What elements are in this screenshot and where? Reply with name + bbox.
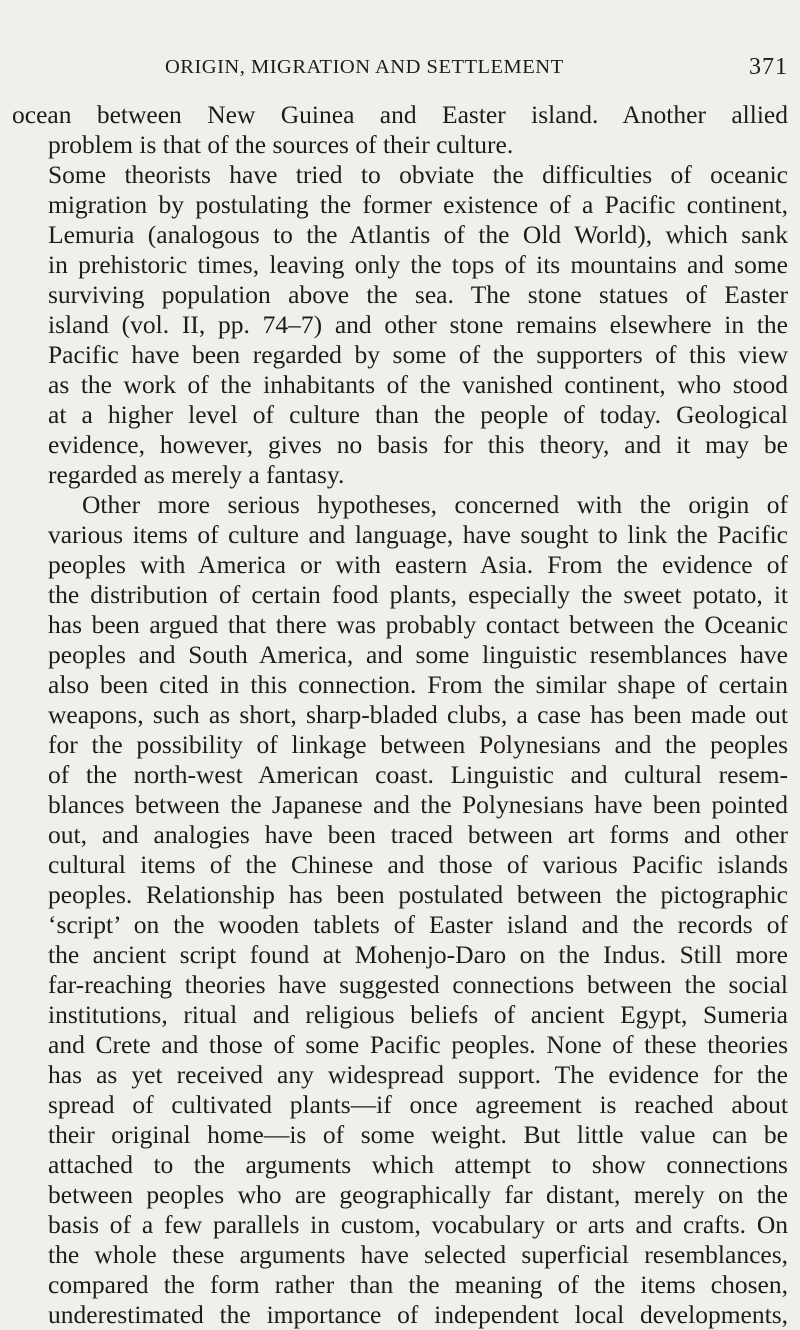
text-line: weapons, such as short, sharp-bladed clubs, a case has been made out [48, 700, 788, 729]
text-line: far-reaching theories have suggested connections between the social [48, 970, 788, 999]
text-line: island (vol. II, pp. 74–7) and other stone remains elsewhere in the [48, 310, 788, 339]
text-line: peoples with America or with eastern Asia. From the evidence of [48, 550, 788, 579]
text-line: also been cited in this connection. From the similar shape of certain [48, 670, 788, 699]
text-line: surviving population above the sea. The stone statues of Easter [48, 280, 788, 309]
text-line: migration by postulating the former existence of a Pacific continent, [48, 190, 788, 219]
text-line: the distribution of certain food plants, especially the sweet potato, it [48, 580, 788, 609]
text-line: of the north-west American coast. Linguistic and cultural resem- [48, 760, 788, 789]
running-title: ORIGIN, MIGRATION AND SETTLEMENT [165, 56, 564, 78]
text-line: in prehistoric times, leaving only the tops of its mountains and some [48, 250, 788, 279]
text-line: has been argued that there was probably contact between the Oceanic [48, 610, 788, 639]
text-line: has as yet received any widespread support. The evidence for the [48, 1060, 788, 1089]
text-line: spread of cultivated plants—if once agreement is reached about [48, 1090, 788, 1119]
text-line: Other more serious hypotheses, concerned with the origin of [82, 490, 788, 519]
text-line: institutions, ritual and religious beliefs of ancient Egypt, Sumeria [48, 1000, 788, 1029]
text-line: various items of culture and language, have sought to link the Pacific [48, 520, 788, 549]
text-line: problem is that of the sources of their culture. [48, 130, 514, 159]
text-line: the whole these arguments have selected superficial resemblances, [48, 1240, 788, 1269]
text-line: cultural items of the Chinese and those of various Pacific islands [48, 850, 788, 879]
text-line: attached to the arguments which attempt to show connections [48, 1150, 788, 1179]
text-line: peoples and South America, and some linguistic resemblances have [48, 640, 788, 669]
text-line: the ancient script found at Mohenjo-Daro on the Indus. Still more [48, 940, 788, 969]
text-line: and Crete and those of some Pacific peoples. None of these theories [48, 1030, 788, 1059]
text-line: ‘script’ on the wooden tablets of Easter island and the records of [48, 910, 788, 939]
text-line: evidence, however, gives no basis for this theory, and it may be [48, 430, 788, 459]
text-line: their original home—is of some weight. But little value can be [48, 1120, 788, 1149]
text-line: Some theorists have tried to obviate the difficulties of oceanic [48, 160, 788, 189]
running-head [0, 56, 800, 86]
text-line: basis of a few parallels in custom, vocabulary or arts and crafts. On [48, 1210, 788, 1239]
text-line: Pacific have been regarded by some of the supporters of this view [48, 340, 788, 369]
text-line: regarded as merely a fantasy. [48, 460, 345, 489]
text-line: compared the form rather than the meaning of the items chosen, [48, 1270, 788, 1299]
text-line: for the possibility of linkage between Polynesians and the peoples [48, 730, 788, 759]
text-line: at a higher level of culture than the people of today. Geological [48, 400, 788, 429]
text-line: as the work of the inhabitants of the vanished continent, who stood [48, 370, 788, 399]
text-line: Lemuria (analogous to the Atlantis of the Old World), which sank [48, 220, 788, 249]
text-line: ocean between New Guinea and Easter island. Another allied [12, 100, 788, 129]
text-line: underestimated the importance of independent local developments, [48, 1300, 788, 1329]
text-line: out, and analogies have been traced between art forms and other [48, 820, 788, 849]
text-line: blances between the Japanese and the Polynesians have been pointed [48, 790, 788, 819]
text-line: between peoples who are geographically far distant, merely on the [48, 1180, 788, 1209]
text-line: peoples. Relationship has been postulated between the pictographic [48, 880, 788, 909]
page-number: 371 [749, 54, 788, 80]
